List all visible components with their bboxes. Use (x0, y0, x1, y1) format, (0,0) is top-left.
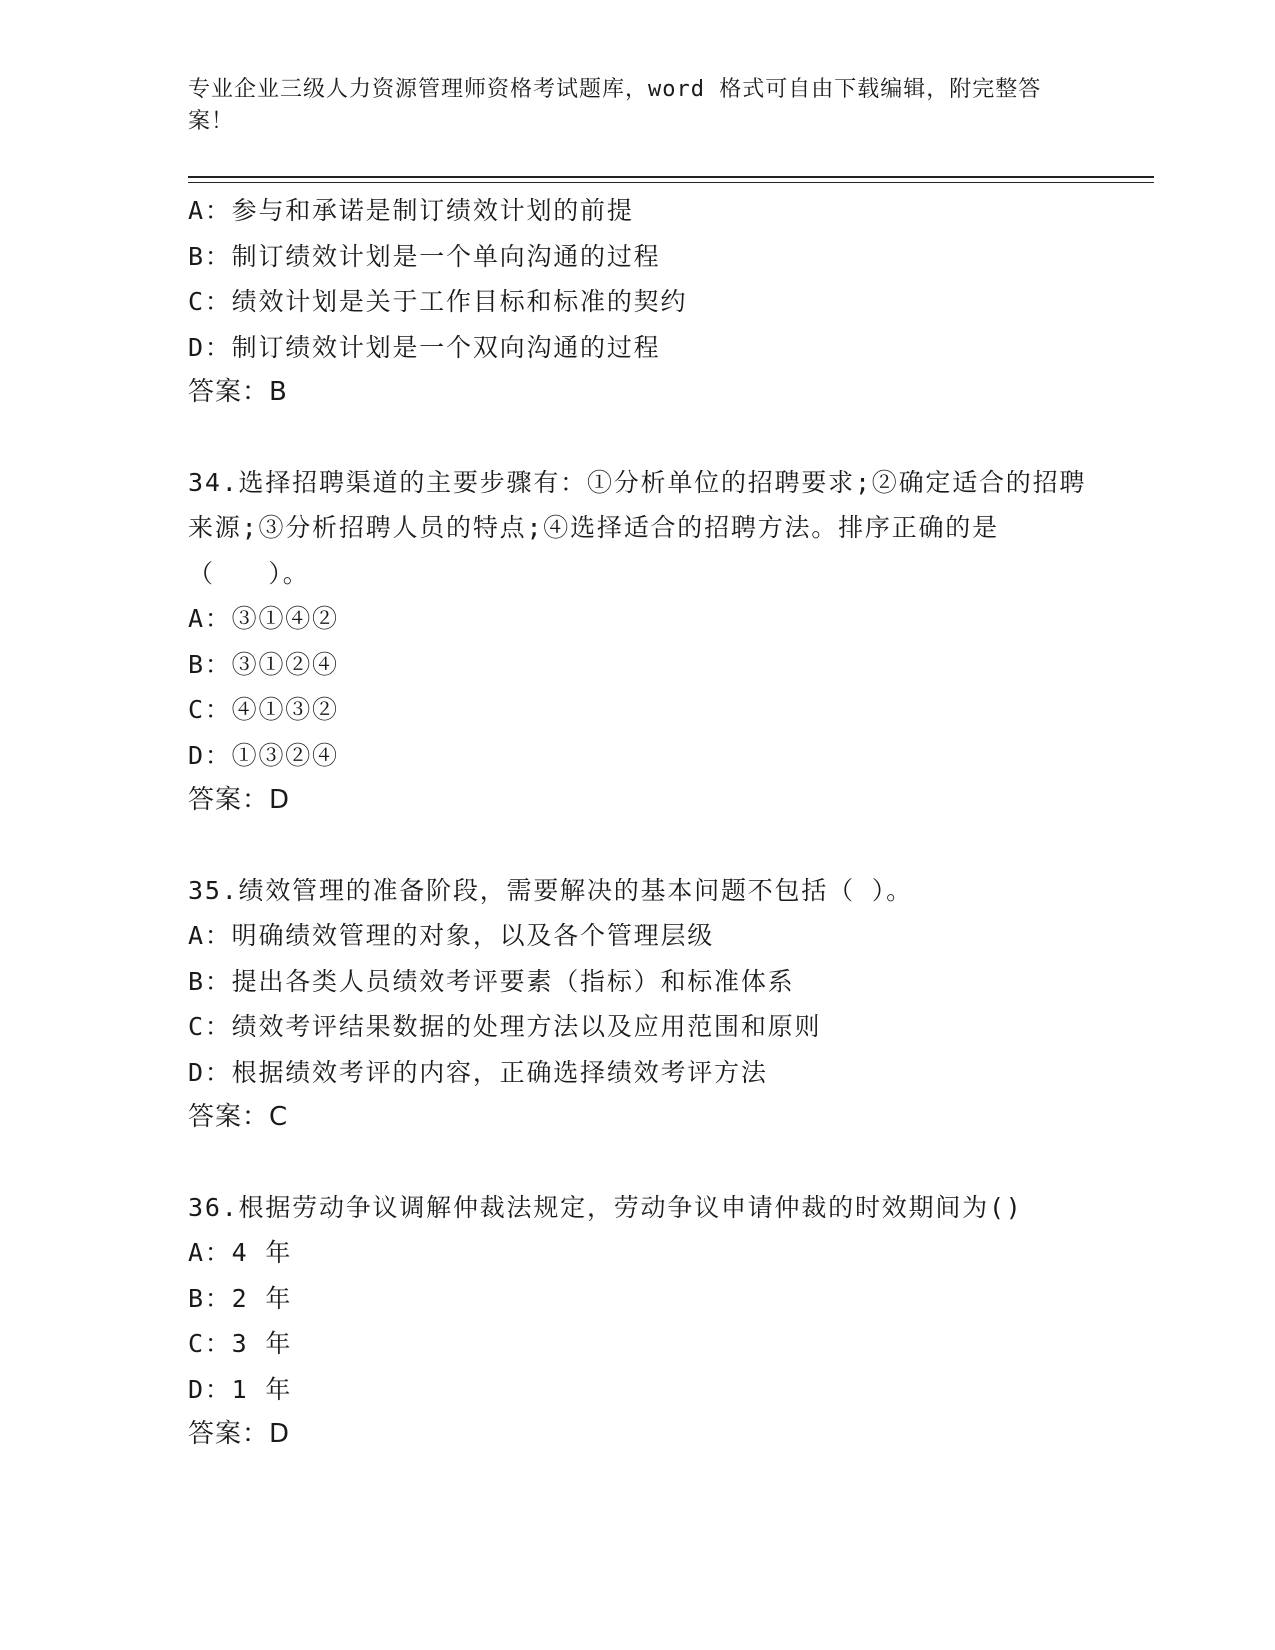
spacer (188, 416, 1088, 460)
option-b: B：制订绩效计划是一个单向沟通的过程 (188, 241, 661, 271)
answer: 答案：C (188, 1102, 289, 1132)
question-text: 36.根据劳动争议调解仲裁法规定，劳动争议申请仲裁的时效期间为() (188, 1192, 1023, 1222)
option-d: D：制订绩效计划是一个双向沟通的过程 (188, 332, 661, 362)
option-b: B：③①②④ (188, 649, 339, 679)
question-36 (188, 1185, 1088, 1458)
question-list (188, 188, 1088, 1458)
question-text: 34.选择招聘渠道的主要步骤有：①分析单位的招聘要求;②确定适合的招聘来源;③分析招聘人员的特点;④选择适合的招聘方法。排序正确的是（ ）。 (188, 467, 1087, 588)
answer: 答案：D (188, 1419, 291, 1449)
spacer (188, 824, 1088, 868)
option-c: C：3 年 (188, 1329, 293, 1358)
option-b: B：提出各类人员绩效考评要素（指标）和标准体系 (188, 966, 795, 996)
answer: 答案：B (188, 377, 288, 407)
question-33 (188, 188, 1088, 416)
question-35 (188, 868, 1088, 1141)
option-a: A：③①④② (188, 604, 339, 633)
option-d: D：1 年 (188, 1374, 293, 1404)
question-34 (188, 460, 1088, 824)
document-header: 专业企业三级人力资源管理师资格考试题库，word 格式可自由下载编辑，附完整答案！ (188, 77, 1042, 134)
option-d: D：根据绩效考评的内容，正确选择绩效考评方法 (188, 1057, 768, 1087)
option-a: A：参与和承诺是制订绩效计划的前提 (188, 196, 634, 225)
option-c: C：绩效计划是关于工作目标和标准的契约 (188, 287, 688, 316)
option-b: B：2 年 (188, 1283, 293, 1313)
option-d: D：①③②④ (188, 740, 339, 770)
spacer (188, 1141, 1088, 1185)
option-c: C：绩效考评结果数据的处理方法以及应用范围和原则 (188, 1012, 822, 1041)
header-rule-thin (188, 182, 1154, 183)
question-text: 35.绩效管理的准备阶段，需要解决的基本问题不包括（ ）。 (188, 875, 913, 905)
option-c: C：④①③② (188, 695, 339, 724)
header-rule-thick (188, 176, 1154, 178)
option-a: A：4 年 (188, 1238, 293, 1267)
answer: 答案：D (188, 785, 291, 815)
option-a: A：明确绩效管理的对象，以及各个管理层级 (188, 921, 715, 950)
